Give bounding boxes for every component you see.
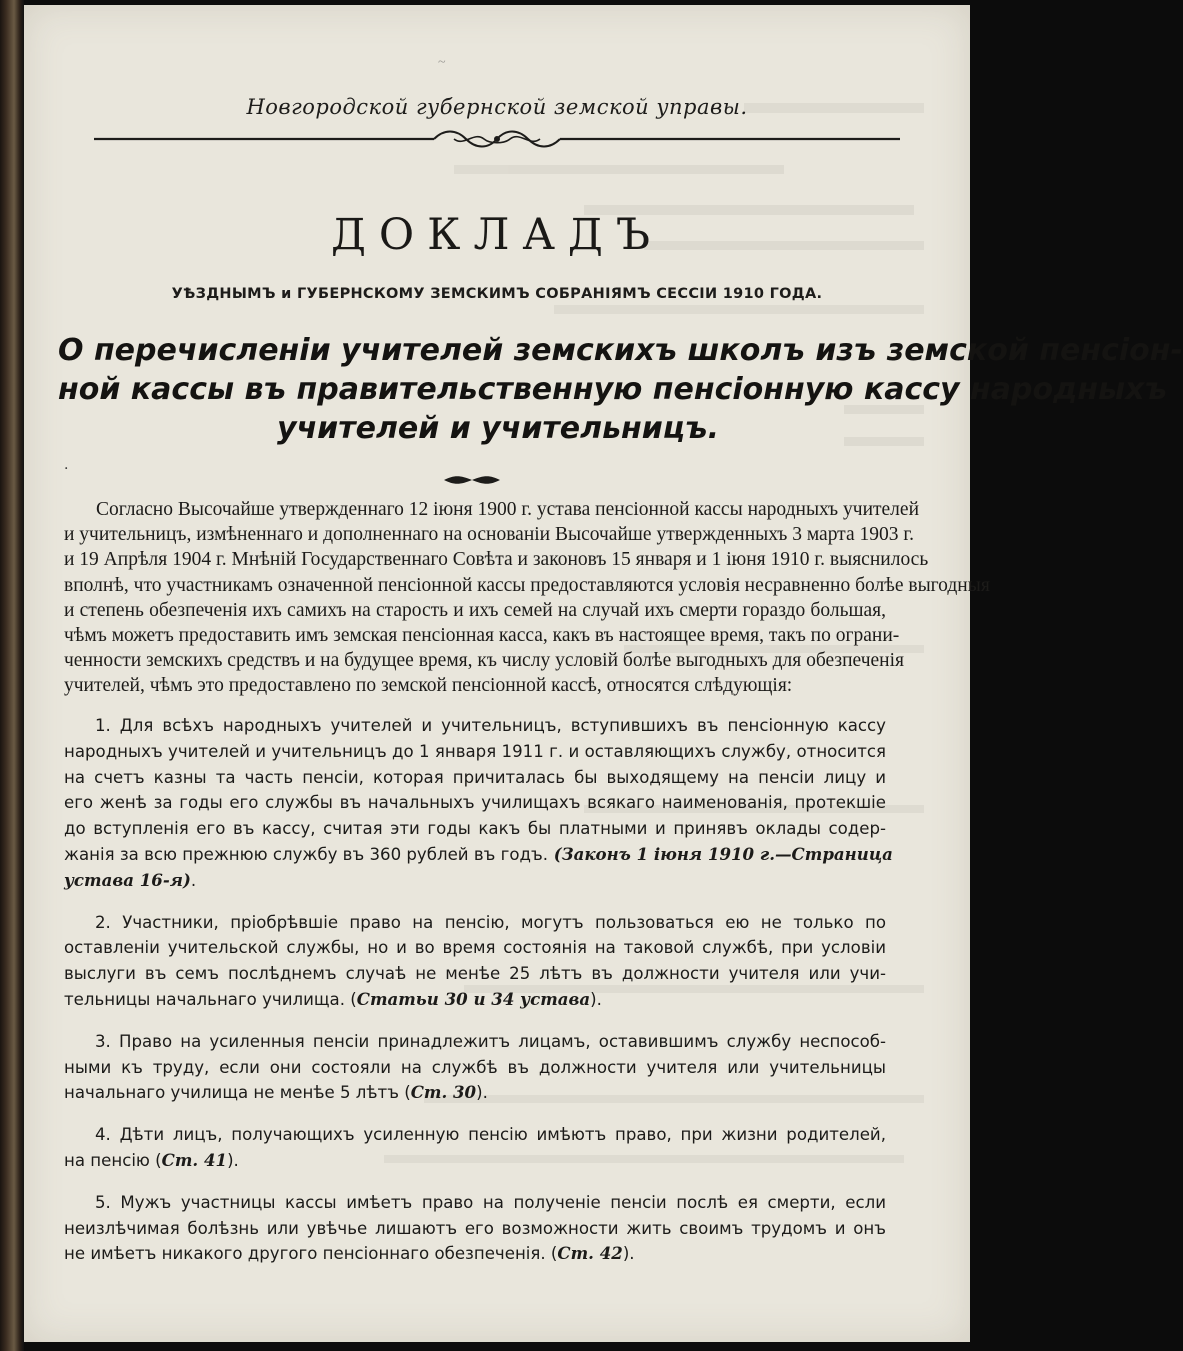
- item-line: ными къ труду, если они состояли на службѣ въ должности учителя или учительницы: [64, 1057, 886, 1077]
- item-punct: ).: [476, 1083, 488, 1103]
- item-line: на счетъ казны та часть пенсіи, которая причиталась бы выходящему на пенсіи лицу и: [64, 767, 886, 787]
- item-text: на пенсію (: [64, 1150, 162, 1170]
- heading-line: ной кассы въ правительственную пенсіонную кассу народныхъ: [58, 372, 1168, 407]
- item-line: 1. Для всѣхъ народныхъ учителей и учительницъ, вступившихъ въ пенсіонную кассу: [95, 716, 886, 735]
- law-reference: (Законъ 1 іюня 1910 г.—Страница: [547, 843, 893, 864]
- item-text: не имѣетъ никакого другого пенсіоннаго обезпеченія. (: [64, 1244, 558, 1264]
- item-text: тельницы начальнаго училища. (: [64, 989, 357, 1009]
- document-subtitle: УѢЗДНЫМЪ и ГУБЕРНСКОМУ ЗЕМСКИМЪ СОБРАНІЯМЪ СЕССІИ 1910 ГОДА.: [171, 286, 823, 302]
- intro-line: чѣмъ можетъ предоставить имъ земская пенсіонная касса, какъ въ настоящее время, такъ по ограни-: [64, 625, 900, 647]
- item-line: 5. Мужъ участницы кассы имѣетъ право на полученіе пенсіи послѣ ея смерти, если: [95, 1192, 886, 1212]
- intro-line: вполнѣ, что участникамъ означенной пенсіонной кассы предоставляются условія несравненно болѣе выгодныя: [64, 574, 990, 596]
- item-line: 3. Право на усиленныя пенсіи принадлежитъ лицамъ, оставившимъ службу неспособ-: [95, 1031, 886, 1051]
- intro-line: ченности земскихъ средствъ и на будущее время, къ числу условій болѣе выгодныхъ для обезпеченія: [64, 650, 904, 672]
- small-divider: [442, 475, 502, 485]
- item-line: [64, 842, 893, 868]
- item-line: до вступленія его въ кассу, считая эти годы какъ бы платными и принявъ оклады содер-: [64, 819, 886, 839]
- item-line: 4. Дѣти лицъ, получающихъ усиленную пенсію имѣютъ право, при жизни родителей,: [95, 1125, 886, 1145]
- item-line: 2. Участники, пріобрѣвшіе право на пенсію, могутъ пользоваться ею не только по: [95, 912, 886, 932]
- intro-line: Согласно Высочайше утвержденнаго 12 іюня 1900 г. устава пенсіонной кассы народныхъ учителей: [96, 499, 920, 520]
- intro-line: и 19 Апрѣля 1904 г. Мнѣній Государственнаго Совѣта и законовъ 15 января и 1 іюня 1910 г. выяснилось: [64, 549, 929, 571]
- intro-paragraph: [64, 497, 990, 699]
- report-heading: [58, 331, 1183, 448]
- header-organization: Новгородской губернской земской управы.: [246, 95, 748, 119]
- book-binding-edge: [0, 0, 24, 1351]
- item-line: [64, 1241, 886, 1267]
- item-5: [64, 1190, 886, 1267]
- ornament-divider: [94, 127, 900, 151]
- item-line: [64, 1080, 886, 1106]
- item-4: [64, 1122, 886, 1174]
- item-punct: ).: [590, 989, 602, 1009]
- item-line: оставленіи учительской службы, но и во время состоянія на таковой службѣ, при условіи: [64, 938, 886, 958]
- item-3: [64, 1029, 886, 1106]
- document-title: ДОКЛАДЪ: [330, 210, 664, 260]
- item-line: [64, 1148, 886, 1174]
- faint-page-number: ~: [438, 55, 446, 70]
- item-1: [64, 713, 893, 894]
- intro-line: учителей, чѣмъ это предоставлено по земской пенсіонной кассѣ, относятся слѣдующія:: [64, 675, 793, 697]
- stray-dot: ·: [64, 461, 69, 477]
- intro-line: и степень обезпеченія ихъ самихъ на старость и ихъ семей на случай ихъ смерти гораздо большая,: [64, 599, 886, 621]
- heading-line: О перечисленіи учителей земскихъ школъ изъ земской пенсіон-: [58, 333, 1183, 368]
- item-2: [64, 910, 886, 1013]
- item-line: [64, 987, 886, 1013]
- item-line: [64, 868, 886, 894]
- item-text: жанія за всю прежнюю службу въ 360 рублей въ годъ.: [64, 844, 548, 864]
- law-reference: Ст. 30: [410, 1082, 477, 1103]
- law-reference: Ст. 42: [557, 1243, 623, 1264]
- item-line: неизлѣчимая болѣзнь или увѣчье лишаютъ его возможности жить своимъ трудомъ и онъ: [64, 1218, 886, 1238]
- item-punct: ).: [227, 1150, 239, 1170]
- heading-line: учителей и учительницъ.: [277, 411, 719, 446]
- document-page: [24, 5, 1183, 1342]
- law-reference: Ст. 41: [161, 1149, 228, 1170]
- law-reference: устава 16-я): [64, 869, 191, 890]
- item-punct: ).: [622, 1244, 635, 1264]
- numbered-items: [64, 713, 893, 1283]
- law-reference: Статьи 30 и 34 устава: [356, 988, 591, 1009]
- item-line: его женѣ за годы его службы въ начальныхъ училищахъ всякаго наименованія, протекшіе: [64, 793, 886, 813]
- item-line: народныхъ учителей и учительницъ до 1 января 1911 г. и оставляющихъ службу, относится: [64, 741, 886, 761]
- item-punct: .: [190, 870, 197, 890]
- item-text: начальнаго училища не менѣе 5 лѣтъ (: [64, 1083, 411, 1103]
- intro-line: и учительницъ, измѣненнаго и дополненнаго на основаніи Высочайше утвержденныхъ 3 марта 1903 г.: [64, 524, 915, 546]
- item-line: выслуги въ семъ послѣднемъ случаѣ не менѣе 25 лѣтъ въ должности учителя или учи-: [64, 964, 886, 984]
